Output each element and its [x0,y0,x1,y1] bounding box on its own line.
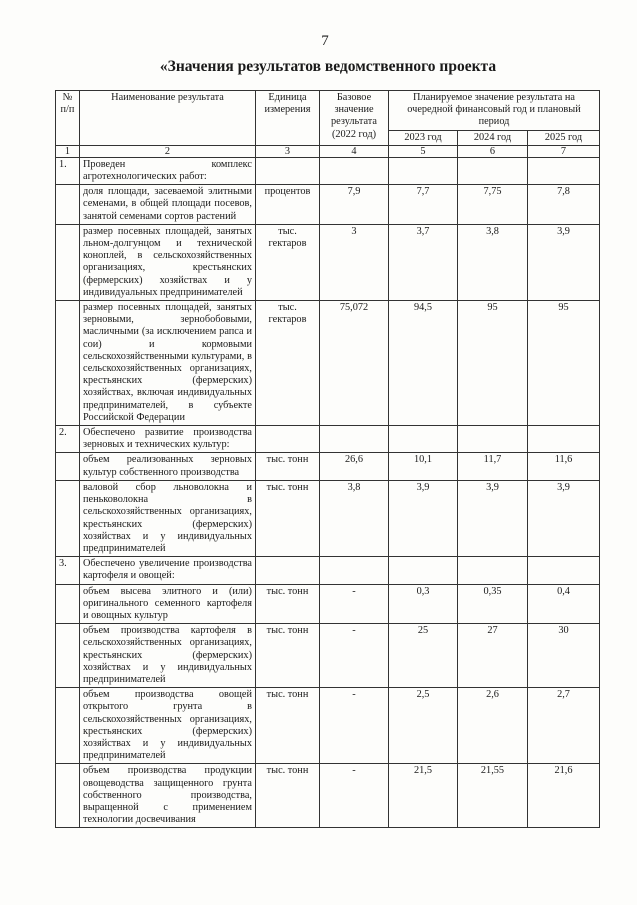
row-number [56,301,80,426]
column-number: 7 [528,145,600,157]
base-value [320,157,389,184]
table-row [56,157,600,184]
value-2023: 2,5 [389,688,458,764]
base-value [320,426,389,453]
base-value: 3 [320,224,389,300]
base-value: - [320,584,389,624]
row-number: 3. [56,557,80,584]
value-2025: 11,6 [528,453,600,480]
value-2025: 7,8 [528,185,600,225]
value-2023: 3,9 [389,480,458,556]
value-2025 [528,426,600,453]
value-2024: 27 [458,624,528,688]
value-2025: 3,9 [528,480,600,556]
base-value: 75,072 [320,301,389,426]
row-number [56,480,80,556]
value-2024: 0,35 [458,584,528,624]
page-number: 7 [321,33,329,49]
results-table [55,90,600,828]
value-2023: 94,5 [389,301,458,426]
value-2024 [458,557,528,584]
value-2024: 95 [458,301,528,426]
value-2025 [528,557,600,584]
value-2025: 0,4 [528,584,600,624]
value-2023 [389,426,458,453]
base-value: 26,6 [320,453,389,480]
base-value: 7,9 [320,185,389,225]
row-number [56,688,80,764]
base-value [320,557,389,584]
column-number: 5 [389,145,458,157]
result-unit: тыс. тонн [256,453,320,480]
result-unit [256,557,320,584]
value-2023: 10,1 [389,453,458,480]
table-row [56,480,600,556]
result-unit: тыс. тонн [256,480,320,556]
row-number [56,185,80,225]
row-number [56,453,80,480]
value-2025 [528,157,600,184]
result-name: Проведен комплекс агротехнологических работ: [80,157,256,184]
result-unit: тыс. гектаров [256,301,320,426]
row-number [56,584,80,624]
result-unit: тыс. тонн [256,764,320,828]
column-numbers-row [56,145,600,157]
base-value: - [320,624,389,688]
result-unit: тыс. тонн [256,624,320,688]
header-unit: Единица измерения [256,91,320,146]
value-2025: 3,9 [528,224,600,300]
value-2023 [389,157,458,184]
header-planned: Планируемое значение результата на очередной финансовый год и плановый период [389,91,600,131]
header-num: № п/п [56,91,80,146]
value-2025: 95 [528,301,600,426]
result-name: объем реализованных зерновых культур собственного производства [80,453,256,480]
result-unit [256,426,320,453]
value-2024 [458,157,528,184]
header-year-2023: 2023 год [389,130,458,145]
table-row [56,584,600,624]
value-2023: 21,5 [389,764,458,828]
column-number: 2 [80,145,256,157]
value-2024: 2,6 [458,688,528,764]
base-value: - [320,764,389,828]
value-2023: 0,3 [389,584,458,624]
result-name: Обеспечено увеличение производства картофеля и овощей: [80,557,256,584]
base-value: - [320,688,389,764]
table-row [56,764,600,828]
result-unit: тыс. гектаров [256,224,320,300]
result-name: Обеспечено развитие производства зерновых и технических культур: [80,426,256,453]
table-row [56,185,600,225]
value-2024: 11,7 [458,453,528,480]
result-name: размер посевных площадей, занятых льном-долгунцом и технической коноплей, в сельскохозяйственных организациях, крестьянских (фермерских) хозяйствах и у индивидуальных предпринимателей [80,224,256,300]
table-row [56,301,600,426]
table-row [56,453,600,480]
result-name: объем производства картофеля в сельскохозяйственных организациях, крестьянских (фермерских) хозяйствах и у индивидуальных предпринимателей [80,624,256,688]
value-2023: 7,7 [389,185,458,225]
document-title: «Значения результатов ведомственного проекта [159,58,497,75]
table-row [56,224,600,300]
result-unit: тыс. тонн [256,688,320,764]
column-number: 6 [458,145,528,157]
result-name: размер посевных площадей, занятых зерновыми, зернобобовыми, масличными (за исключением рапса и сои) и кормовыми сельскохозяйственными культурами, в сельскохозяйственных организациях, крестьянских (фермерских) хозяйствах, включая индивидуальных предпринимателей, в субъекте Российской Федерации [80,301,256,426]
result-name: объем производства овощей открытого грунта в сельскохозяйственных организациях, крестьянских (фермерских) хозяйствах и у индивидуальных предпринимателей [80,688,256,764]
value-2023: 25 [389,624,458,688]
row-number: 1. [56,157,80,184]
table-row [56,688,600,764]
header-base: Базовое значение результата (2022 год) [320,91,389,146]
value-2023 [389,557,458,584]
result-unit: тыс. тонн [256,584,320,624]
result-name: валовой сбор льноволокна и пеньковолокна в сельскохозяйственных организациях, крестьянских (фермерских) хозяйствах и у индивидуальных предпринимателей [80,480,256,556]
row-number [56,624,80,688]
row-number [56,764,80,828]
row-number: 2. [56,426,80,453]
value-2025: 21,6 [528,764,600,828]
value-2024: 3,8 [458,224,528,300]
value-2025: 30 [528,624,600,688]
result-name: доля площади, засеваемой элитными семенами, в общей площади посевов, занятой семенами сортов растений [80,185,256,225]
result-unit [256,157,320,184]
column-number: 3 [256,145,320,157]
row-number [56,224,80,300]
header-year-2025: 2025 год [528,130,600,145]
value-2024: 3,9 [458,480,528,556]
value-2024 [458,426,528,453]
column-number: 1 [56,145,80,157]
header-name: Наименование результата [80,91,256,146]
value-2024: 21,55 [458,764,528,828]
value-2025: 2,7 [528,688,600,764]
base-value: 3,8 [320,480,389,556]
result-name: объем производства продукции овощеводства защищенного грунта собственного производства, выращенной с применением технологии досвечивания [80,764,256,828]
table-row [56,557,600,584]
table-row [56,624,600,688]
column-number: 4 [320,145,389,157]
value-2023: 3,7 [389,224,458,300]
result-name: объем высева элитного и (или) оригинального семенного картофеля и овощных культур [80,584,256,624]
value-2024: 7,75 [458,185,528,225]
header-year-2024: 2024 год [458,130,528,145]
table-row [56,426,600,453]
result-unit: процентов [256,185,320,225]
